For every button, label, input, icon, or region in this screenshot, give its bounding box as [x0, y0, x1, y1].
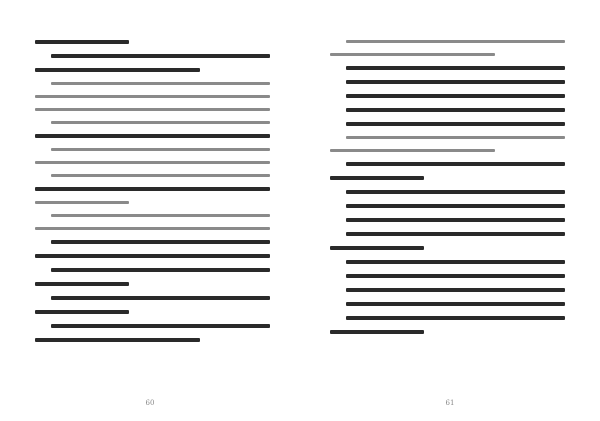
- text-line: [35, 134, 270, 138]
- text-line: [330, 330, 424, 334]
- text-line: [35, 201, 129, 204]
- text-line: [346, 162, 565, 166]
- text-line: [346, 302, 565, 306]
- text-line: [346, 232, 565, 236]
- text-line: [51, 82, 270, 85]
- right-page-text-block: [330, 40, 565, 370]
- text-line: [35, 108, 270, 111]
- text-line: [346, 316, 565, 320]
- text-line: [51, 148, 270, 151]
- page-number: 60: [145, 399, 155, 407]
- text-line: [330, 176, 424, 180]
- text-line: [35, 95, 270, 98]
- text-line: [346, 288, 565, 292]
- text-line: [35, 310, 129, 314]
- text-line: [346, 204, 565, 208]
- text-line: [346, 218, 565, 222]
- text-line: [35, 68, 200, 72]
- text-line: [35, 282, 129, 286]
- text-line: [346, 122, 565, 126]
- text-line: [346, 80, 565, 84]
- text-line: [330, 53, 495, 56]
- text-line: [346, 190, 565, 194]
- text-line: [51, 121, 270, 124]
- text-line: [330, 149, 495, 152]
- text-line: [51, 324, 270, 328]
- text-line: [346, 108, 565, 112]
- text-line: [346, 136, 565, 139]
- left-page-text-block: [35, 40, 270, 370]
- text-line: [346, 66, 565, 70]
- text-line: [51, 54, 270, 58]
- text-line: [346, 260, 565, 264]
- text-line: [330, 246, 424, 250]
- text-line: [35, 40, 129, 44]
- text-line: [346, 274, 565, 278]
- text-line: [51, 296, 270, 300]
- text-line: [35, 187, 270, 191]
- text-line: [51, 214, 270, 217]
- right-page: [300, 0, 600, 421]
- text-line: [35, 227, 270, 230]
- text-line: [51, 240, 270, 244]
- text-line: [51, 174, 270, 177]
- text-line: [35, 254, 270, 258]
- text-line: [346, 94, 565, 98]
- page-number: 61: [445, 399, 455, 407]
- text-line: [346, 40, 565, 43]
- text-line: [51, 268, 270, 272]
- text-line: [35, 161, 270, 164]
- text-line: [35, 338, 200, 342]
